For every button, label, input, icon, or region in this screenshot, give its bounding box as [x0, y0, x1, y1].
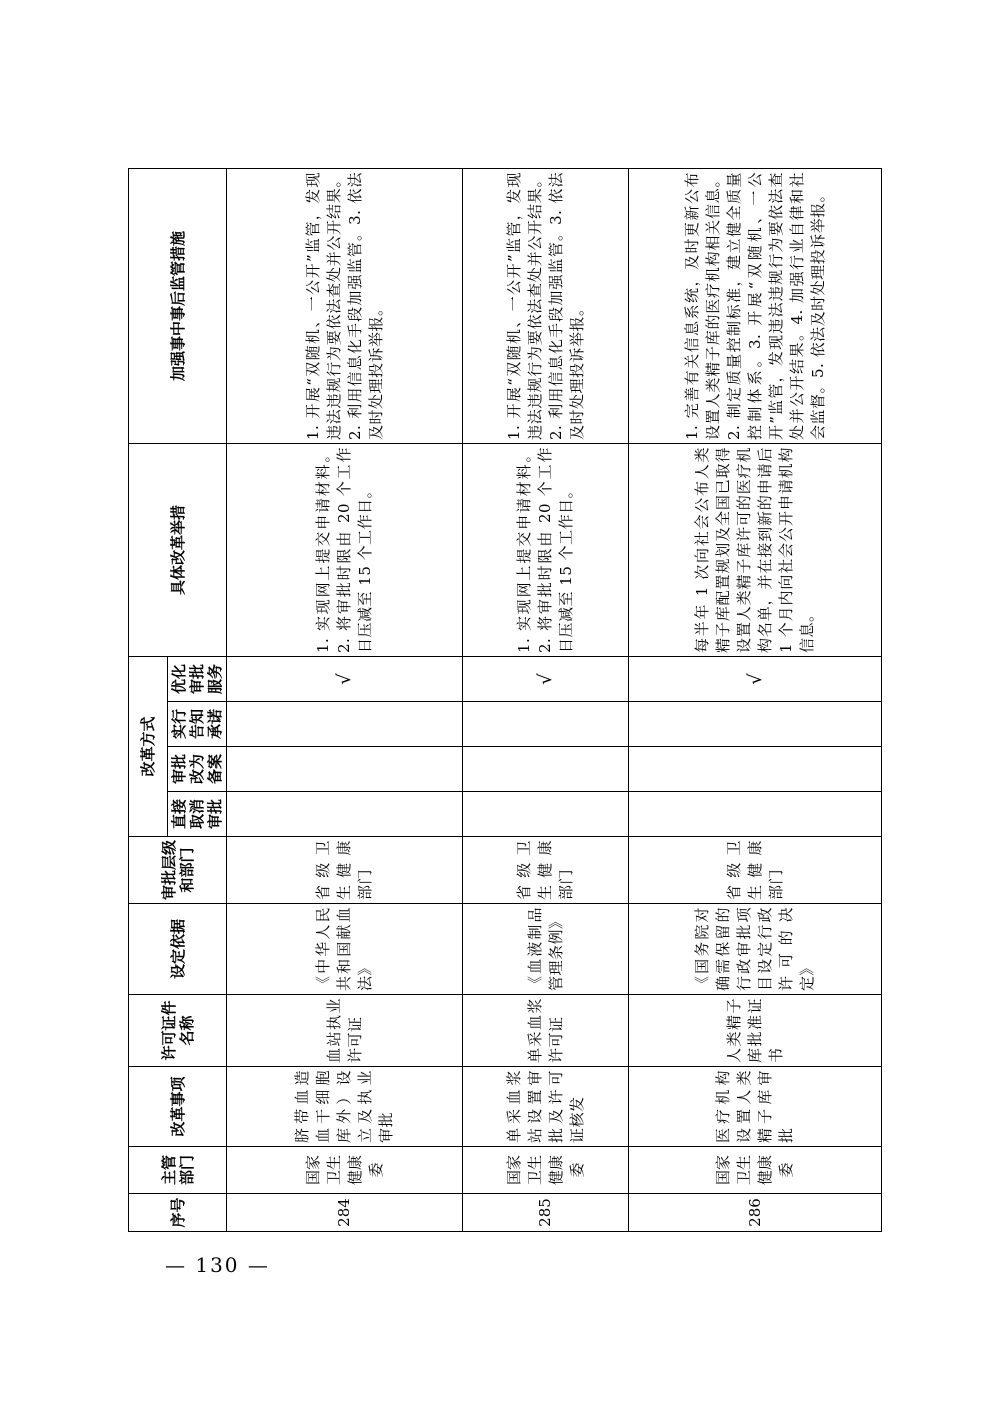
cell-mode-filing: [629, 747, 882, 792]
header-mode-filing: 审批改为备案: [168, 747, 227, 792]
cell-mode-cancel: [629, 792, 882, 837]
header-mode-notify: 实行告知承诺: [168, 702, 227, 747]
header-level: 审批层级和部门: [129, 837, 227, 904]
reform-items-table: [128, 168, 882, 1232]
header-measures: 具体改革举措: [129, 443, 227, 656]
header-dept: 主管部门: [129, 1147, 227, 1194]
cell-mode-cancel: [463, 792, 629, 837]
cell-seq: 286: [629, 1194, 882, 1232]
header-license: 许可证件名称: [129, 995, 227, 1067]
header-item: 改革事项: [129, 1067, 227, 1147]
cell-mode-cancel: [227, 792, 463, 837]
cell-dept: 国家卫生健康委: [463, 1147, 629, 1194]
cell-mode-notify: [227, 702, 463, 747]
cell-level: 省级卫生健康部门: [227, 837, 463, 904]
cell-seq: 284: [227, 1194, 463, 1232]
cell-measures: 每半年 1 次向社会公布人类精子库配置规划及全国已取得设置人类精子库许可的医疗机构名单，并在接到新的申请后 1 个月内向社会公开申请机构信息。: [629, 443, 882, 656]
cell-basis: 《中华人民共和国献血法》: [227, 904, 463, 995]
header-seq: 序号: [129, 1194, 227, 1232]
cell-item: 单采血浆站设置审批及许可证核发: [463, 1067, 629, 1147]
table-row: [629, 168, 882, 1231]
header-mode-optimize: 优化审批服务: [168, 656, 227, 701]
cell-mode-filing: [227, 747, 463, 792]
check-mark: √: [463, 656, 629, 701]
cell-basis: 《国务院对确需保留的行政审批项目设定行政许可的决定》: [629, 904, 882, 995]
cell-mode-filing: [463, 747, 629, 792]
cell-license: 单采血浆许可证: [463, 995, 629, 1067]
cell-license: 人类精子库批准证书: [629, 995, 882, 1067]
cell-measures: 1. 实现网上提交申请材料。2. 将审批时限由 20 个工作日压减至 15 个工作日。: [463, 443, 629, 656]
cell-item: 医疗机构设置人类精子库审批: [629, 1067, 882, 1147]
page-number: — 130 —: [165, 1253, 270, 1277]
header-supervision: 加强事中事后监管措施: [129, 168, 227, 443]
cell-level: 省级卫生健康部门: [463, 837, 629, 904]
cell-mode-notify: [463, 702, 629, 747]
check-mark: √: [227, 656, 463, 701]
cell-supervision: 1. 开展“双随机、一公开”监管，发现违法违规行为要依法查处并公开结果。2. 利用信息化手段加强监管。3. 依法及时处理投诉举报。: [463, 168, 629, 443]
header-mode-cancel: 直接取消审批: [168, 792, 227, 837]
table-row: [463, 168, 629, 1231]
cell-basis: 《血液制品管理条例》: [463, 904, 629, 995]
cell-license: 血站执业许可证: [227, 995, 463, 1067]
cell-seq: 285: [463, 1194, 629, 1232]
cell-dept: 国家卫生健康委: [629, 1147, 882, 1194]
table-row: [227, 168, 463, 1231]
cell-mode-notify: [629, 702, 882, 747]
cell-item: 脐带血造血干细胞库外）设立及执业审批: [227, 1067, 463, 1147]
cell-measures: 1. 实现网上提交申请材料。2. 将审批时限由 20 个工作日压减至 15 个工作日。: [227, 443, 463, 656]
check-mark: √: [629, 656, 882, 701]
header-basis: 设定依据: [129, 904, 227, 995]
header-mode: 改革方式: [129, 656, 168, 836]
cell-supervision: 1. 开展“双随机、一公开”监管，发现违法违规行为要依法查处并公开结果。2. 利用信息化手段加强监管。3. 依法及时处理投诉举报。: [227, 168, 463, 443]
rotated-table-container: [128, 169, 865, 1232]
cell-dept: 国家卫生健康委: [227, 1147, 463, 1194]
cell-level: 省级卫生健康部门: [629, 837, 882, 904]
cell-supervision: 1. 完善有关信息系统，及时更新公布设置人类精子库的医疗机构相关信息。2. 制定质量控制标准，建立健全质量控制体系。3. 开展“双随机、一公开”监管，发现违法违规行为要依法查处并公开结果。4. 加强行业自律和社会监督。5. 依法及时处理投诉举报。: [629, 168, 882, 443]
